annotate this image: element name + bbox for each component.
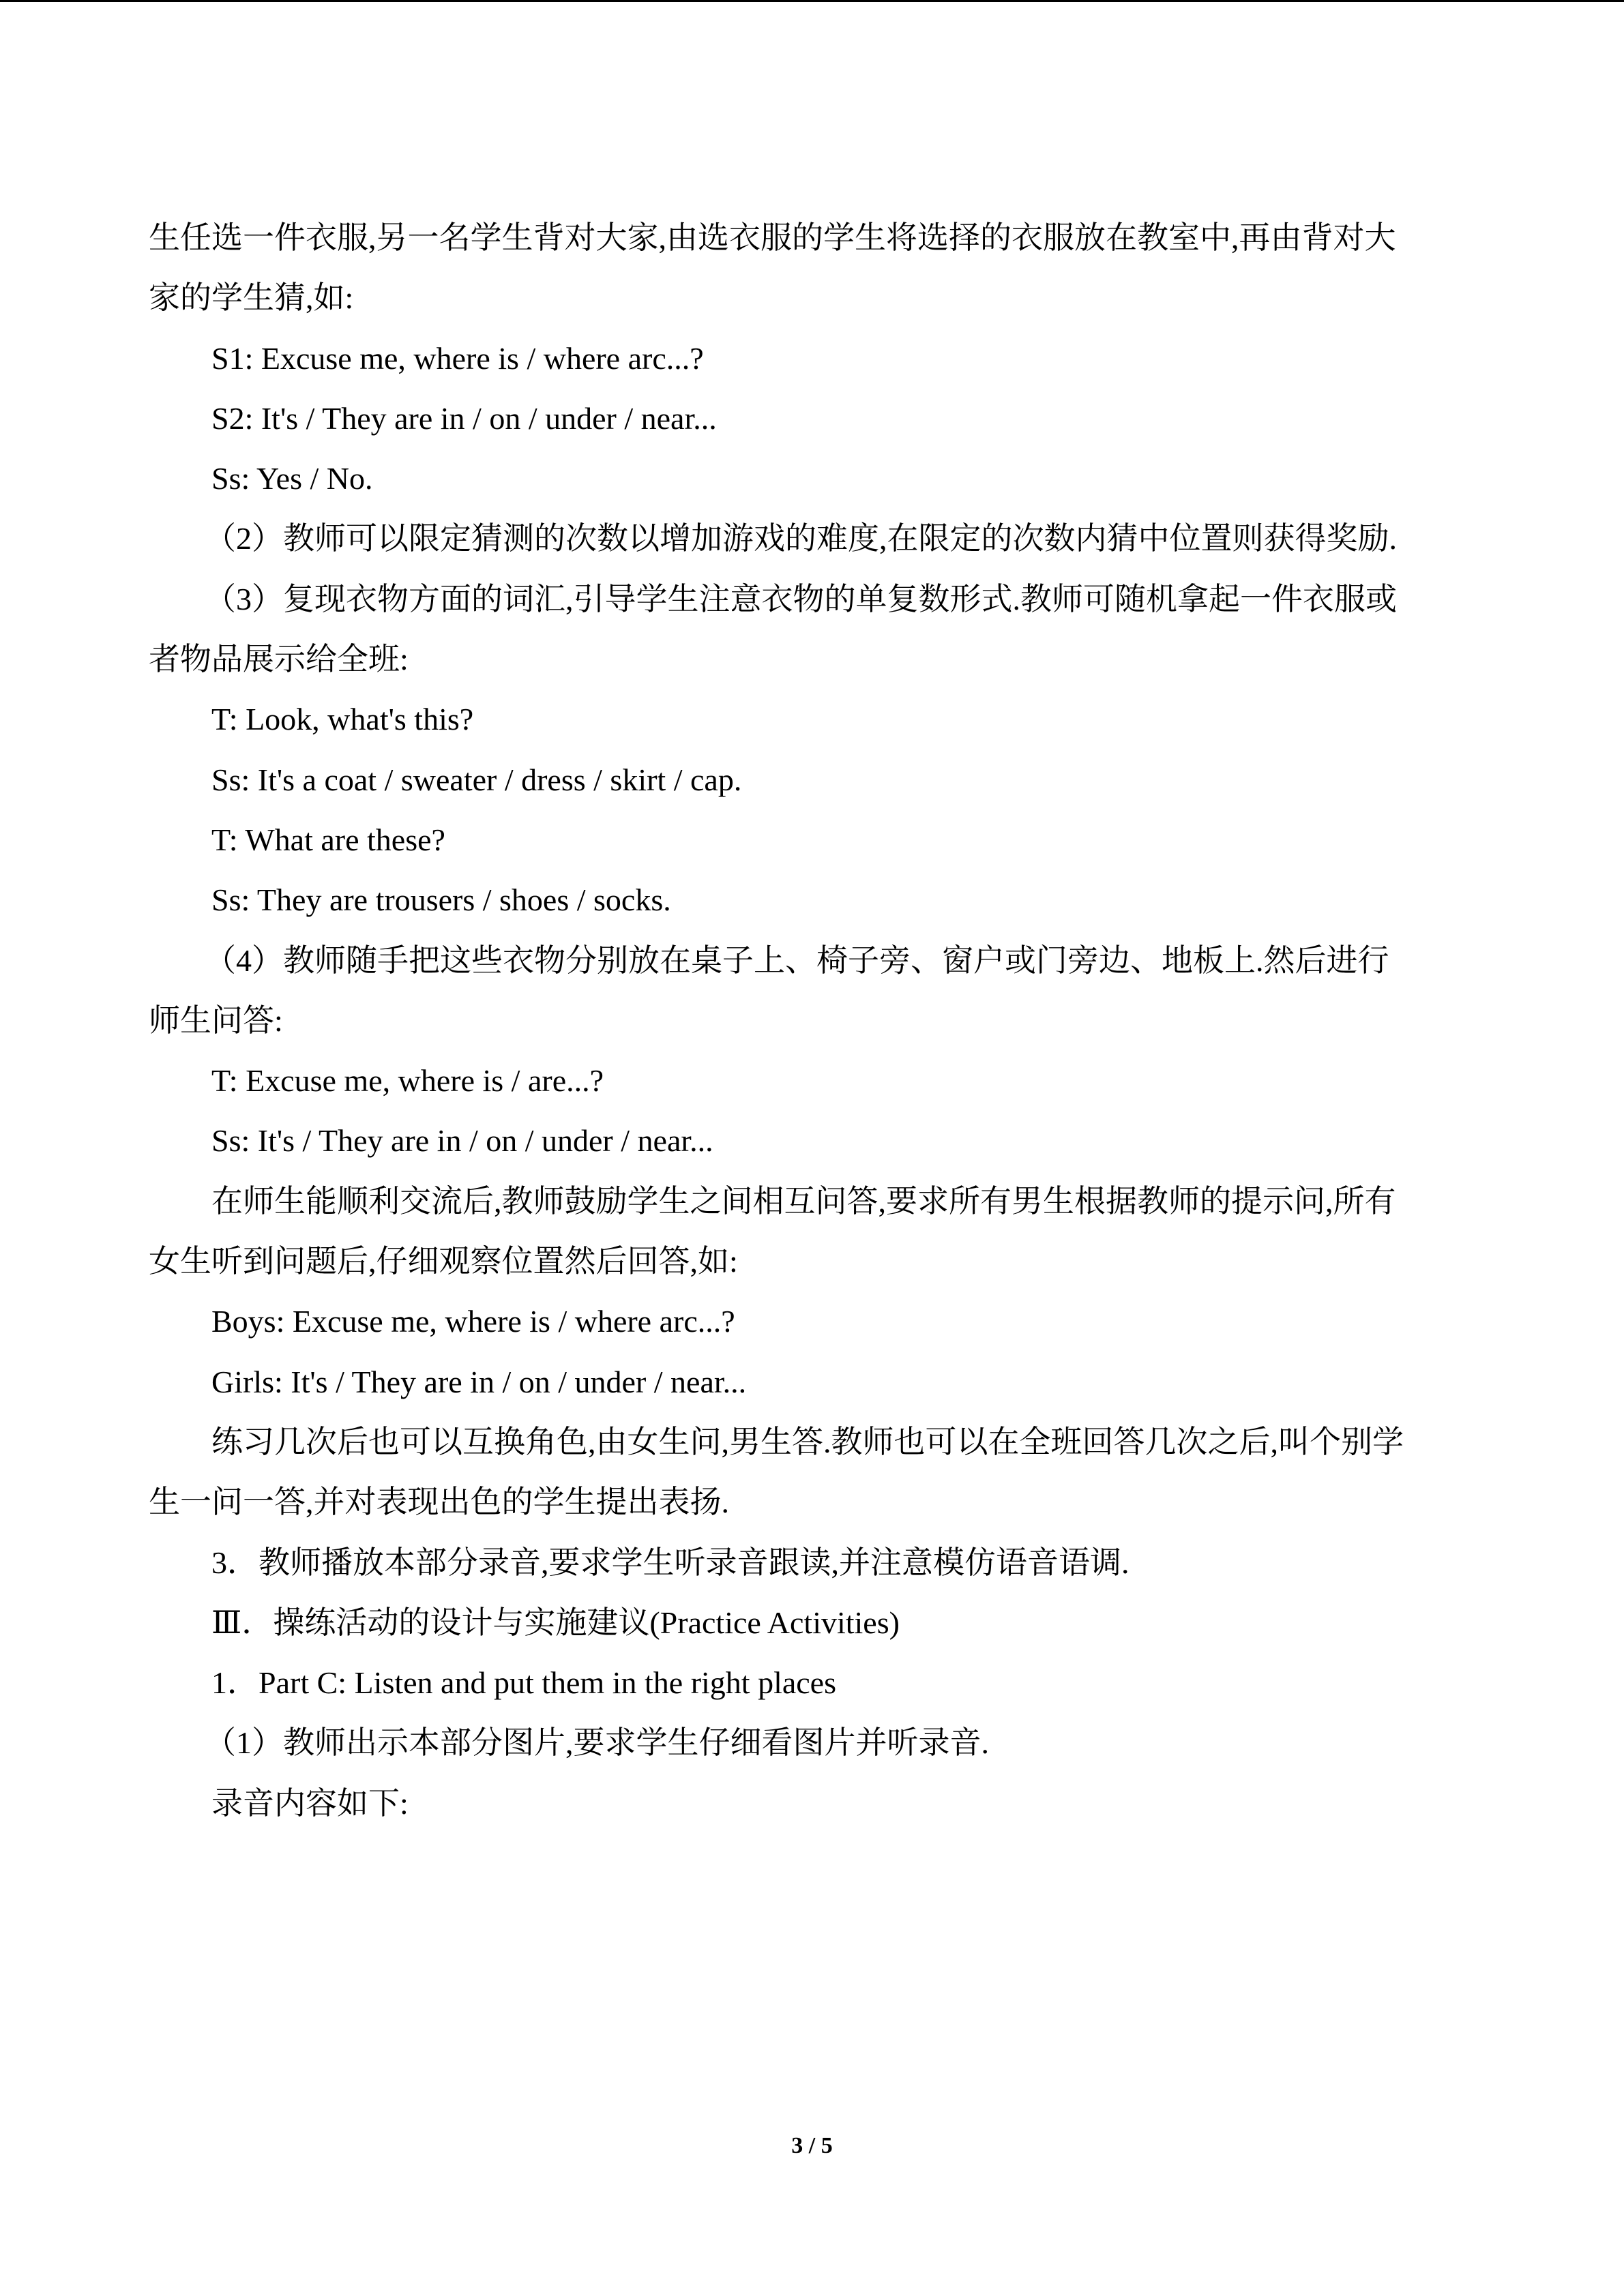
- numbered-step: （2）教师可以限定猜测的次数以增加游戏的难度,在限定的次数内猜中位置则获得奖励.: [205, 521, 1397, 556]
- section-heading: Ⅲ．操练活动的设计与实施建议(Practice Activities): [211, 1605, 900, 1640]
- text-line: 师生问答:: [149, 1002, 283, 1038]
- dialogue-line: T: Look, what's this?: [211, 702, 474, 737]
- dialogue-line: T: Excuse me, where is / are...?: [211, 1063, 604, 1099]
- text-line: 者物品展示给全班:: [149, 642, 409, 677]
- numbered-step: 1．Part C: Listen and put them in the right places: [211, 1665, 837, 1701]
- document-body: [149, 208, 1458, 1834]
- paragraph-line: 在师生能顺利交流后,教师鼓励学生之间相互问答,要求所有男生根据教师的提示问,所有: [211, 1183, 1396, 1219]
- dialogue-line: Ss: It's / They are in / on / under / near...: [211, 1123, 713, 1159]
- numbered-step: （3）复现衣物方面的词汇,引导学生注意衣物的单复数形式.教师可随机拿起一件衣服或: [205, 581, 1397, 616]
- text-line: 女生听到问题后,仔细观察位置然后回答,如:: [149, 1244, 738, 1279]
- paragraph-line: 练习几次后也可以互换角色,由女生问,男生答.教师也可以在全班回答几次之后,叫个别学: [211, 1424, 1404, 1459]
- dialogue-line: Boys: Excuse me, where is / where arc...?: [211, 1304, 735, 1339]
- dialogue-line: T: What are these?: [211, 822, 445, 857]
- text-line: 生一问一答,并对表现出色的学生提出表扬.: [149, 1485, 729, 1520]
- dialogue-line: S1: Excuse me, where is / where arc...?: [211, 340, 704, 376]
- dialogue-line: Girls: It's / They are in / on / under / near...: [211, 1364, 747, 1399]
- dialogue-line: Ss: It's a coat / sweater / dress / skirt / cap.: [211, 762, 742, 797]
- paragraph-line: 录音内容如下:: [211, 1785, 409, 1821]
- top-border-line: [0, 0, 1624, 2]
- dialogue-line: Ss: They are trousers / shoes / socks.: [211, 882, 671, 918]
- numbered-step: 3．教师播放本部分录音,要求学生听录音跟读,并注意模仿语音语调.: [211, 1545, 1130, 1580]
- dialogue-line: Ss: Yes / No.: [211, 461, 373, 496]
- text-line: 生任选一件衣服,另一名学生背对大家,由选衣服的学生将选择的衣服放在教室中,再由背对大: [149, 220, 1396, 255]
- page-number: 3 / 5: [791, 2133, 833, 2158]
- numbered-step: （1）教师出示本部分图片,要求学生仔细看图片并听录音.: [205, 1725, 989, 1761]
- dialogue-line: S2: It's / They are in / on / under / near...: [211, 400, 717, 436]
- numbered-step: （4）教师随手把这些衣物分别放在桌子上、椅子旁、窗户或门旁边、地板上.然后进行: [205, 942, 1389, 978]
- text-line: 家的学生猜,如:: [149, 280, 354, 316]
